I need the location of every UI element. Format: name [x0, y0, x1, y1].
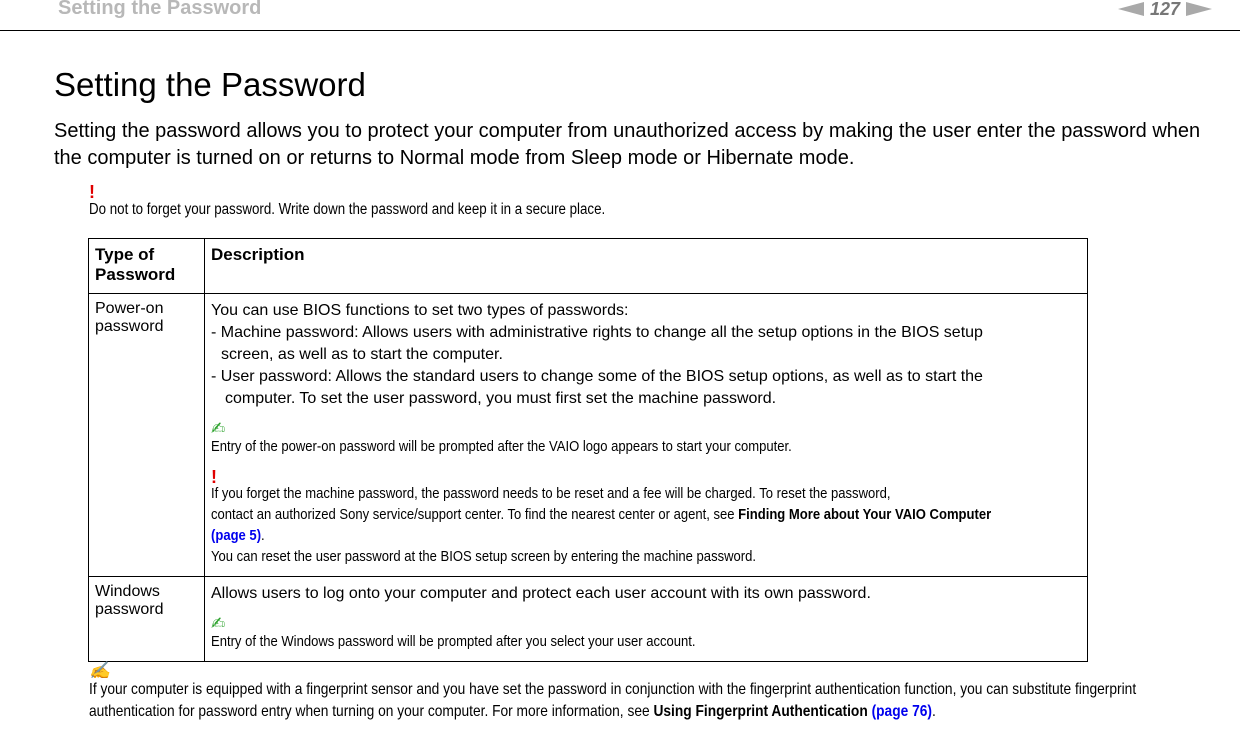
password-type-cell: Power-on password — [89, 294, 205, 577]
link-finding-more[interactable]: Finding More about Your VAIO Computer — [738, 507, 992, 523]
note-text: Entry of the Windows password will be prompted after you select your user account. — [211, 634, 696, 650]
password-table — [88, 238, 1088, 662]
table-row — [89, 577, 1088, 662]
punctuation: . — [931, 703, 936, 720]
link-page-76[interactable]: (page 76) — [871, 703, 932, 720]
caution-line: If you forget the machine password, the password needs to be reset and a fee will be charged. To reset the password, — [211, 486, 891, 502]
password-type-cell: Windows password — [89, 577, 205, 662]
table-row — [89, 294, 1088, 577]
caution-icon: ! — [211, 467, 217, 487]
header-divider — [0, 30, 1240, 31]
column-header-type: Type of Password — [89, 239, 205, 294]
fingerprint-note-text — [89, 679, 1207, 723]
description-cell — [205, 577, 1088, 662]
caution-line-with-link — [211, 505, 994, 547]
note-pencil-icon: ✍ — [89, 661, 111, 680]
description-line: computer. To set the user password, you must first set the machine password. — [225, 390, 777, 407]
description-line: - User password: Allows the standard users to change some of the BIOS setup options, as well as to start the — [211, 368, 983, 385]
link-using-fingerprint[interactable]: Using Fingerprint Authentication — [653, 703, 868, 720]
description-line: Allows users to log onto your computer and protect each user account with its own password. — [211, 585, 871, 602]
page-navigation — [1118, 0, 1212, 18]
link-page-5[interactable]: (page 5) — [211, 528, 262, 544]
caution-text: Do not to forget your password. Write down the password and keep it in a secure place. — [89, 201, 606, 218]
note-body: If your computer is equipped with a fingerprint sensor and you have set the password in conjunction with the fingerprint authentication function, you can substitute fingerprint authentication for password entry when turning on your computer. For more information, see — [89, 681, 1137, 720]
caution-line: You can reset the user password at the BIOS setup screen by entering the machine password. — [211, 549, 757, 565]
header-section-title: Setting the Password — [58, 0, 262, 19]
table-header-row — [89, 239, 1088, 294]
page-number: 127 — [1149, 0, 1180, 19]
note-pencil-icon: ✍ — [211, 614, 226, 633]
caution-text — [211, 484, 994, 568]
fingerprint-note — [89, 662, 1240, 723]
description-line: You can use BIOS functions to set two types of passwords: — [211, 302, 629, 319]
description-cell — [205, 294, 1088, 577]
next-page-arrow-icon[interactable] — [1186, 2, 1212, 16]
punctuation: . — [261, 528, 265, 544]
note-pencil-icon: ✍ — [211, 419, 226, 438]
intro-paragraph: Setting the password allows you to protect your computer from unauthorized access by making the user enter the password when the computer is turned on or returns to Normal mode from Sleep mode or Hibernate mode. — [54, 120, 1201, 169]
description-line: - Machine password: Allows users with administrative rights to change all the setup options in the BIOS setup — [211, 324, 983, 341]
caution-icon: ! — [89, 182, 95, 202]
caution-note — [89, 183, 1240, 221]
note-text: Entry of the power-on password will be prompted after the VAIO logo appears to start your computer. — [211, 439, 792, 455]
column-header-description: Description — [205, 239, 1088, 294]
description-line: screen, as well as to start the computer. — [221, 346, 503, 363]
previous-page-arrow-icon[interactable] — [1118, 2, 1144, 16]
page-title: Setting the Password — [54, 66, 366, 103]
caution-line: contact an authorized Sony service/support center. To find the nearest center or agent, see — [211, 507, 735, 523]
